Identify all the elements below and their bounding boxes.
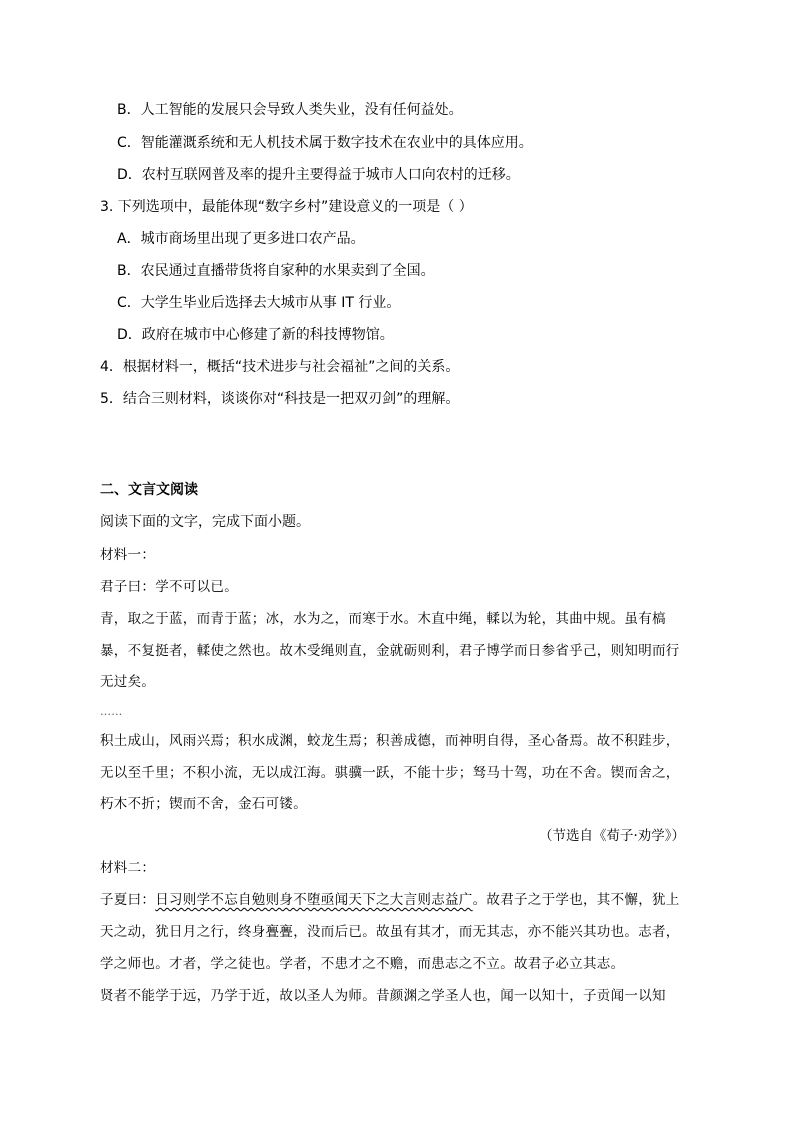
material1-label: 材料一： (100, 547, 156, 563)
m1-source: （节选自《荀子·劝学》） (538, 828, 685, 844)
m2-line1-suffix: 。故君子之于学也，其不懈，犹上 (472, 892, 680, 908)
wavy-underlined-passage: 日习则学不忘自勉则身不堕亟闻天下之大言则志益广 (155, 892, 473, 908)
q3-option-b: B．农民通过直播带货将自家种的水果卖到了全国。 (117, 263, 435, 279)
ellipsis-line: …… (100, 705, 123, 718)
material2-label: 材料二： (100, 860, 156, 876)
m2-line-1 (100, 890, 680, 910)
q2-option-d: D．农村互联网普及率的提升主要得益于城市人口向农村的迁移。 (117, 167, 520, 183)
m1-line: 朽木不折；锲而不舍，金石可镂。 (100, 796, 307, 812)
section-instruction: 阅读下面的文字，完成下面小题。 (100, 514, 310, 530)
q3-option-a: A．城市商场里出现了更多进口农产品。 (117, 231, 365, 247)
q3-option-d: D．政府在城市中心修建了新的科技博物馆。 (117, 327, 394, 343)
q3-option-c: C．大学生毕业后选择去大城市从事 IT 行业。 (117, 295, 401, 311)
m2-line: 学之师也。才者，学之徒也。学者，不患才之不赡，而患志之不立。故君子必立其志。 (100, 956, 625, 972)
m2-line: 贤者不能学于远，乃学于近，故以圣人为师。昔颜渊之学圣人也，闻一以知十，子贡闻一以知 (100, 988, 666, 1004)
section-heading: 二、文言文阅读 (100, 482, 198, 498)
m1-line: 积土成山，风雨兴焉；积水成渊，蛟龙生焉；积善成德，而神明自得，圣心备焉。故不积跬步， (100, 733, 680, 749)
m1-line: 君子曰：学不可以已。 (100, 579, 238, 595)
q2-option-c: C．智能灌溉系统和无人机技术属于数字技术在农业中的具体应用。 (117, 135, 533, 151)
m1-line: 暴，不复挺者，輮使之然也。故木受绳则直，金就砺则利，君子博学而日参省乎己，则知明而行 (100, 643, 680, 659)
m2-line1-prefix: 子夏曰： (100, 892, 156, 908)
m1-line: 青，取之于蓝，而青于蓝；冰，水为之，而寒于水。木直中绳，輮以为轮，其曲中规。虽有槁 (100, 611, 666, 627)
m1-line: 无以至千里；不积小流，无以成江海。骐骥一跃，不能十步；驽马十驾，功在不舍。锲而舍之， (100, 765, 680, 781)
q2-option-b: B．人工智能的发展只会导致人类失业，没有任何益处。 (117, 102, 463, 118)
q4-stem: 4．根据材料一，概括“技术进步与社会福祉”之间的关系。 (100, 359, 460, 375)
m2-line: 天之动，犹日月之行，终身亹亹，没而后已。故虽有其才，而无其志，亦不能兴其功也。志者， (100, 924, 680, 940)
q3-stem: 3. 下列选项中，最能体现“数字乡村”建设意义的一项是（ ） (100, 199, 473, 215)
m1-line: 无过矣。 (100, 674, 156, 690)
q5-stem: 5．结合三则材料，谈谈你对“科技是一把双刃剑”的理解。 (100, 391, 460, 407)
